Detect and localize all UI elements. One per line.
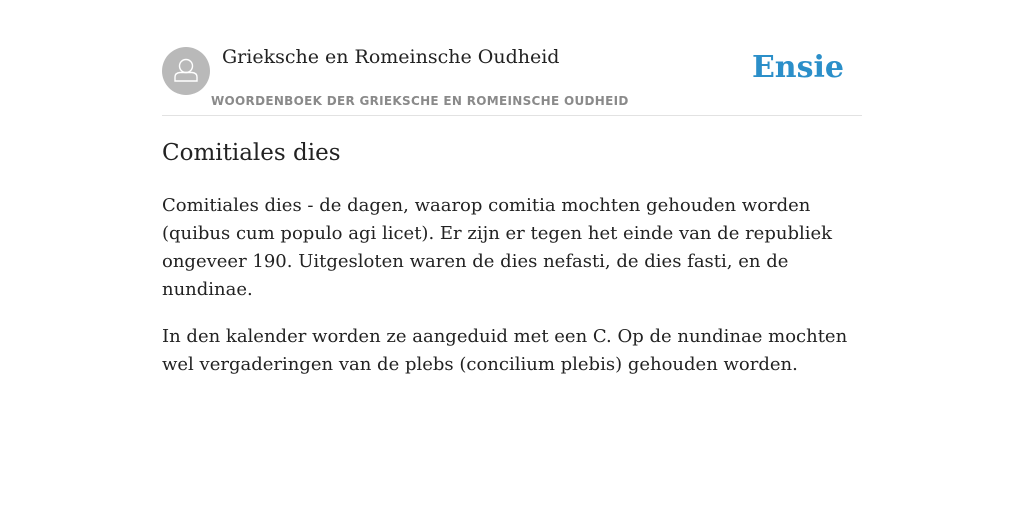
user-avatar-icon	[162, 47, 210, 95]
brand-logo[interactable]: Ensie	[751, 50, 844, 85]
avatar[interactable]	[162, 47, 210, 95]
page-header	[162, 44, 862, 116]
entry-title: Comitiales dies	[162, 140, 341, 166]
source-subtitle: WOORDENBOEK DER GRIEKSCHE EN ROMEINSCHE OUDHEID	[211, 94, 629, 108]
source-title[interactable]: Grieksche en Romeinsche Oudheid	[222, 46, 560, 68]
paragraph: Comitiales dies - de dagen, waarop comitia mochten gehouden worden (quibus cum populo agi licet). Er zijn er tegen het einde van de republiek ongeveer 190. Uitgesloten waren de dies nefasti, de dies fasti, en de nundinae.	[162, 195, 833, 300]
paragraph: In den kalender worden ze aangeduid met een C. Op de nundinae mochten wel vergaderingen van de plebs (concilium plebis) gehouden worden.	[162, 326, 848, 375]
entry-content	[162, 192, 862, 398]
